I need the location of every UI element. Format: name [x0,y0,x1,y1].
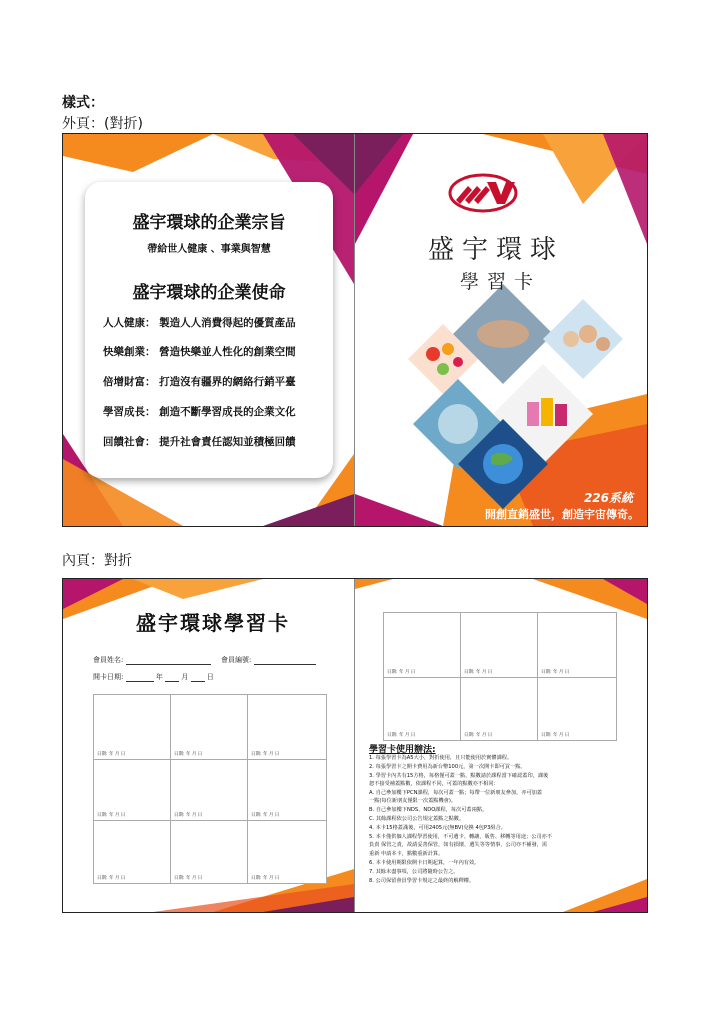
inner-title: 盛宇環球學習卡 [136,611,290,635]
mission-item: 快樂創業： 營造快樂並人性化的創業空間 [103,346,296,358]
stamp-cell: 日期: 年 月 日 [170,694,248,760]
purpose-title: 盛宇環球的企業宗旨 [132,213,286,233]
rule-line: 6. 本卡使用期限依開卡日期起算，一年內有效。 [369,860,480,866]
mission-item: 倍增財富： 打造沒有疆界的網絡行銷平臺 [103,376,296,388]
stamp-cell: 日期: 年 月 日 [247,820,327,884]
mission-title: 盛宇環球的企業使命 [132,283,286,303]
rule-line: 8. 公司保留會員學習卡規定之最終的解釋權。 [369,878,475,884]
stamp-cell: 日期: 年 月 日 [170,820,248,884]
rule-line: 負責 保管之責，故請妥善保管，如有損壞、遺失等等情事，公司亦不補發，需 [369,842,548,848]
outer-page-heading: 外頁：(對折) [62,116,143,132]
inner-spread [62,578,648,913]
rule-line: 重新 申請本卡，點數重新計算。 [369,851,444,857]
mission-item: 人人健康： 製造人人消費得起的優質產品 [103,317,296,329]
rule-line: 7. 其餘未盡事項，公司將隨時公告之。 [369,869,459,875]
rule-line: 一點(每位新朋友僅限一次蓋點機會)。 [369,798,457,804]
rule-line: 3. 學習卡內共有15方格，每格僅可蓋一點，點數請於課程當下確認蓋印，課後 [369,773,549,779]
stamp-cell: 日期: 年 月 日 [383,612,461,678]
stamp-cell: 日期: 年 月 日 [93,820,171,884]
rule-line: C. 其餘課程依公司公告規定蓋點之點數。 [369,816,465,822]
stamp-cell: 日期: 年 月 日 [170,759,248,821]
rule-line: 1. 每張學習卡為A5大小，對折使用，且只能使用於實體課程。 [369,755,513,761]
purpose-subtitle: 帶給世人健康 、事業與智慧 [147,244,271,255]
cover-subtitle: 學習卡 [460,271,542,293]
cover-title: 盛宇環球 [428,235,565,265]
stamp-cell: 日期: 年 月 日 [247,759,327,821]
stamp-cell: 日期: 年 月 日 [460,612,538,678]
rule-line: B. 自己參加樓下NDS、NDO課程，每次可蓋兩點。 [369,807,488,813]
stamp-cell: 日期: 年 月 日 [93,694,171,760]
rules-title: 學習卡使用辦法: [369,745,436,755]
member-name-field[interactable]: 會員姓名: [93,655,211,665]
stamp-cell: 日期: 年 月 日 [383,677,461,741]
stamp-cell: 日期: 年 月 日 [537,612,617,678]
rule-line: A. 自己參加樓下PCN課程，每次可蓋一點；每帶一位新朋友參加，亦可加蓋 [369,790,543,796]
stamp-cell: 日期: 年 月 日 [537,677,617,741]
stamp-cell: 日期: 年 月 日 [460,677,538,741]
mission-item: 學習成長： 創造不斷學習成長的企業文化 [103,406,296,418]
rule-line: 5. 本卡僅供個人課程學習使用，不可遺卡、轉讓、販售、移轉等用途；公司亦不 [369,834,552,840]
mission-card [85,182,333,478]
stamp-cell: 日期: 年 月 日 [247,694,327,760]
member-number-field[interactable]: 會員編號: [221,655,316,665]
open-date-field[interactable]: 開卡日期: 年 月 日 [93,673,214,681]
rule-line: 2. 每張學習卡之開卡費用為新台幣100元，第一次開卡即可買一點。 [369,764,526,770]
outer-spread [62,133,648,527]
company-logo [450,175,516,211]
stamp-cell: 日期: 年 月 日 [93,759,171,821]
mission-item: 回饋社會： 提升社會責任認知並積極回饋 [103,436,296,448]
rule-line: 4. 本卡15格蓋滿後，可用2405元(無BV)兌換 4包P3組合。 [369,825,506,831]
style-heading: 樣式： [62,95,104,111]
system-name: 226系統 [583,491,633,505]
rule-line: 恕不接受補蓋點數，依課程不同，可蓋的點數亦不相同： [369,781,499,787]
slogan: 開創直銷盛世，創造宇宙傳奇。 [485,508,639,521]
inner-page-heading: 內頁：對折 [62,553,132,569]
